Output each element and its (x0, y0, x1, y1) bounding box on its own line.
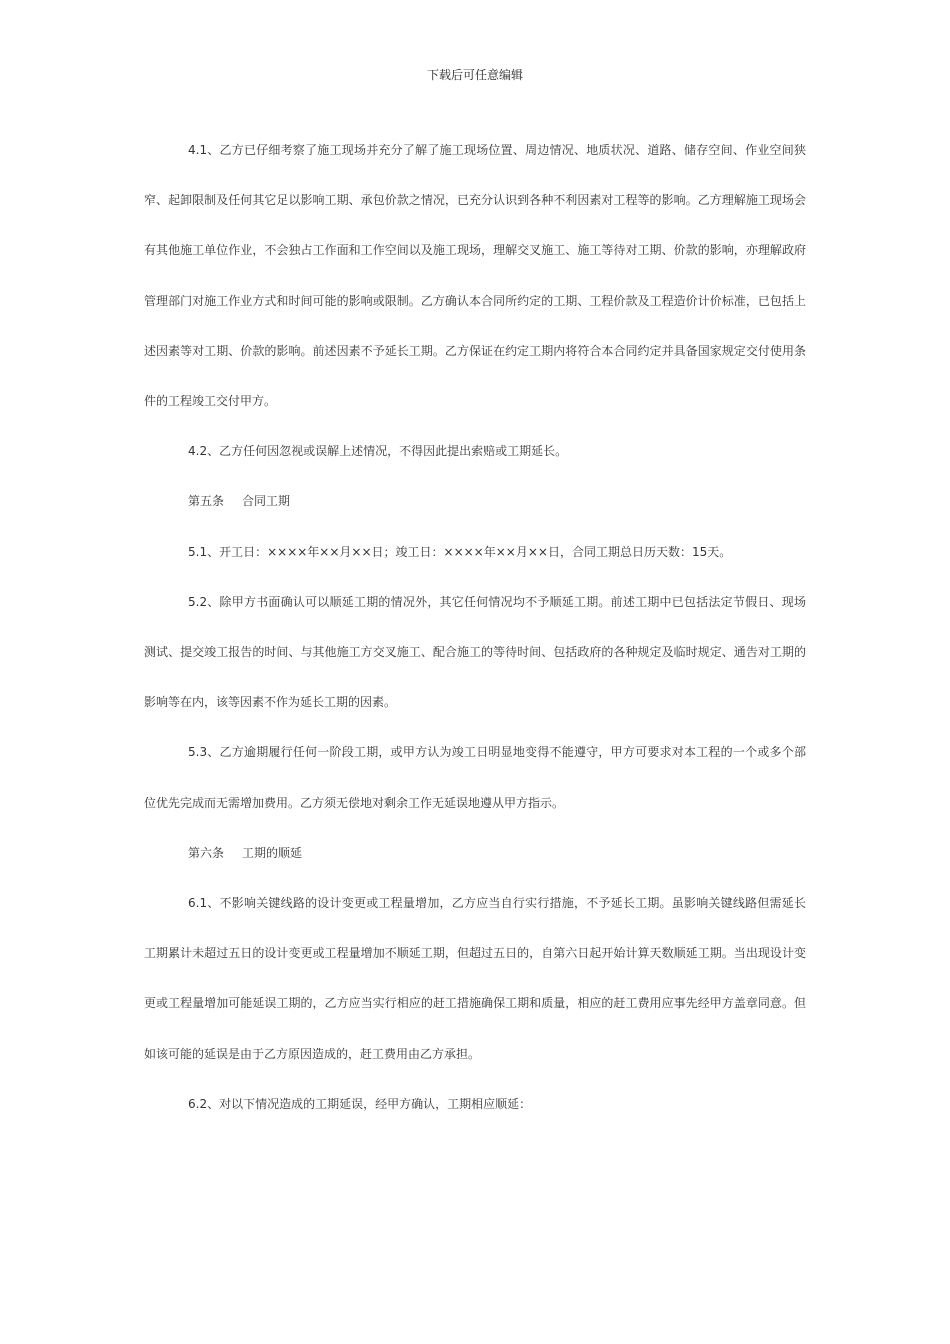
page-header: 下载后可任意编辑 (426, 68, 523, 82)
paragraph-5-1: 5.1、开工日：××××年××月××日；竣工日：××××年××月××日，合同工期总日历天数：15天。 (188, 544, 732, 559)
section-heading: 工期的顺延 (242, 845, 303, 860)
paragraph-4-2: 4.2、乙方任何因忽视或误解上述情况，不得因此提出索赔或工期延长。 (188, 444, 568, 459)
section-title-6 (144, 828, 806, 878)
paragraph-6-1: 6.1、不影响关键线路的设计变更或工程量增加，乙方应当自行实行措施，不予延长工期。虽影响关键线路但需延长工期累计未超过五日的设计变更或工程量增加不顺延工期，但超过五日的，自第六日起开始计算天数顺延工期。当出现设计变更或工程量增加可能延误工期的，乙方应当实行相应的赶工措施确保工期和质量，相应的赶工费用应事先经甲方盖章同意。但如该可能的延误是由于乙方原因造成的，赶工费用由乙方承担。 (144, 896, 806, 1061)
section-heading: 合同工期 (242, 494, 291, 509)
paragraph-5-3: 5.3、乙方逾期履行任何一阶段工期，或甲方认为竣工日明显地变得不能遵守，甲方可要求对本工程的一个或多个部位优先完成而无需增加费用。乙方须无偿地对剩余工作无延误地遵从甲方指示。 (144, 745, 806, 810)
section-number: 第六条 (188, 845, 225, 860)
paragraph-4-1: 4.1、乙方已仔细考察了施工现场并充分了解了施工现场位置、周边情况、地质状况、道路、储存空间、作业空间狭窄、起卸限制及任何其它足以影响工期、承包价款之情况，已充分认识到各种不利因素对工程等的影响。乙方理解施工现场会有其他施工单位作业，不会独占工作面和工作空间以及施工现场，理解交叉施工、施工等待对工期、价款的影响，亦理解政府管理部门对施工作业方式和时间可能的影响或限制。乙方确认本合同所约定的工期、工程价款及工程造价计价标准，已包括上述因素等对工期、价款的影响。前述因素不予延长工期。乙方保证在约定工期内将符合本合同约定并具备国家规定交付使用条件的工程竣工交付甲方。 (144, 143, 806, 409)
paragraph-5-2: 5.2、除甲方书面确认可以顺延工期的情况外，其它任何情况均不予顺延工期。前述工期中已包括法定节假日、现场测试、提交竣工报告的时间、与其他施工方交叉施工、配合施工的等待时间、包括政府的各种规定及临时规定、通告对工期的影响等在内，该等因素不作为延长工期的因素。 (144, 594, 806, 710)
section-title-5 (144, 476, 806, 526)
paragraph-6-2: 6.2、对以下情况造成的工期延误，经甲方确认，工期相应顺延： (188, 1096, 532, 1111)
document-body (144, 125, 806, 1129)
section-number: 第五条 (188, 494, 225, 509)
